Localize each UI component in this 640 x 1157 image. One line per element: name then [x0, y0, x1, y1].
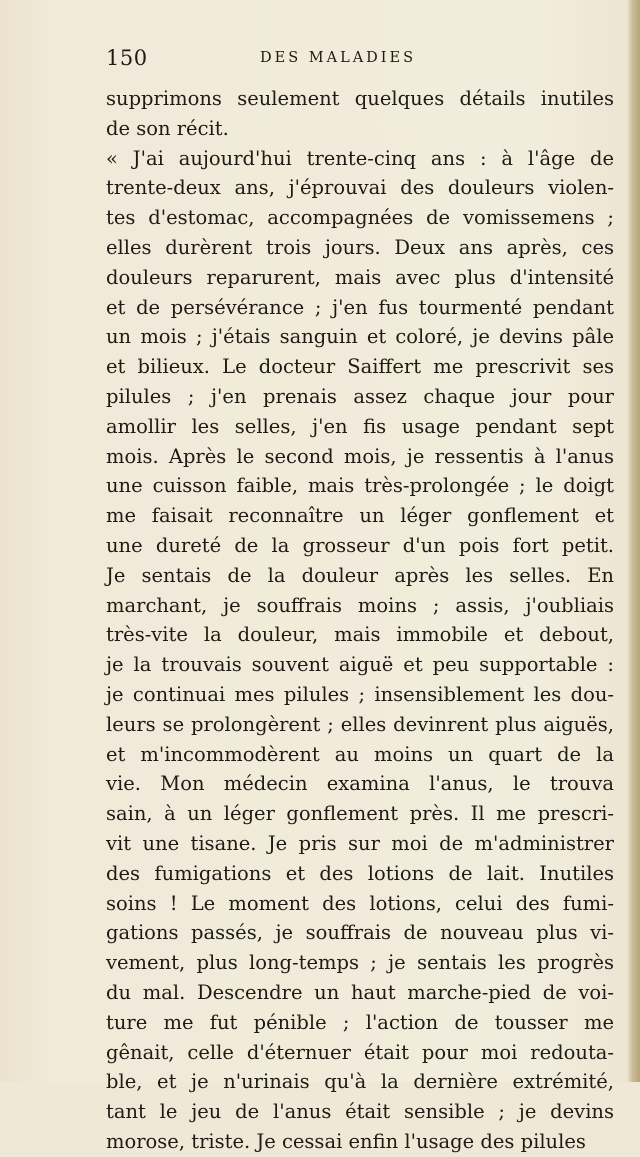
- text-line: une cuisson faible, mais très-prolongée ; le doigt: [106, 474, 614, 498]
- text-line: un mois ; j'étais sanguin et coloré, je devins pâle: [106, 325, 614, 349]
- text-line: soins ! Le moment des lotions, celui des fumi-: [106, 891, 614, 915]
- page-number: 150: [106, 46, 148, 70]
- text-line: vie. Mon médecin examina l'anus, le trouva: [106, 772, 614, 796]
- text-line: tes d'estomac, accompagnées de vomissemens ;: [106, 206, 614, 230]
- text-line: trente-deux ans, j'éprouvai des douleurs violen-: [106, 176, 614, 200]
- text-line: tant le jeu de l'anus était sensible ; je devins: [106, 1100, 614, 1124]
- text-line: mois. Après le second mois, je ressentis à l'anus: [106, 444, 614, 468]
- text-line: ture me fut pénible ; l'action de tousser me: [106, 1010, 614, 1034]
- text-line: gations passés, je souffrais de nouveau plus vi-: [106, 921, 614, 945]
- text-line: douleurs reparurent, mais avec plus d'intensité: [106, 265, 614, 289]
- text-line: je continuai mes pilules ; insensiblement les dou-: [106, 682, 614, 706]
- text-line: très-vite la douleur, mais immobile et debout,: [106, 623, 614, 647]
- text-line: pilules ; j'en prenais assez chaque jour pour: [106, 384, 614, 408]
- body-text: [106, 84, 614, 1157]
- text-line: vement, plus long-temps ; je sentais les progrès: [106, 951, 614, 975]
- text-line: je la trouvais souvent aiguë et peu supportable :: [106, 653, 614, 677]
- text-line: supprimons seulement quelques détails inutiles: [106, 87, 614, 110]
- text-line: et bilieux. Le docteur Saiffert me prescrivit ses: [106, 355, 614, 379]
- text-line: leurs se prolongèrent ; elles devinrent plus aiguës,: [106, 712, 614, 736]
- text-line: de son récit.: [106, 116, 229, 140]
- text-line: me faisait reconnaître un léger gonflement et: [106, 504, 614, 528]
- text-line: vit une tisane. Je pris sur moi de m'administrer: [106, 831, 614, 855]
- text-line: une dureté de la grosseur d'un pois fort petit.: [106, 533, 614, 557]
- page-spine-edge: [628, 0, 640, 1082]
- text-line: « J'ai aujourd'hui trente-cinq ans : à l'âge de: [106, 146, 614, 170]
- text-line: amollir les selles, j'en fis usage pendant sept: [106, 414, 614, 438]
- page-header: [106, 46, 606, 76]
- text-line: morose, triste. Je cessai enfin l'usage des pilules: [106, 1129, 586, 1153]
- text-line: elles durèrent trois jours. Deux ans après, ces: [106, 235, 614, 259]
- text-line: du mal. Descendre un haut marche-pied de voi-: [106, 980, 614, 1004]
- running-head: DES MALADIES: [260, 50, 417, 66]
- text-line: Je sentais de la douleur après les selles. En: [106, 563, 614, 587]
- text-line: ble, et je n'urinais qu'à la dernière extrémité,: [106, 1070, 614, 1094]
- text-line: et m'incommodèrent au moins un quart de la: [106, 742, 614, 766]
- text-line: gênait, celle d'éternuer était pour moi redouta-: [106, 1040, 614, 1064]
- text-line: et de persévérance ; j'en fus tourmenté pendant: [106, 295, 614, 319]
- text-line: sain, à un léger gonflement près. Il me prescri-: [106, 802, 614, 826]
- text-line: marchant, je souffrais moins ; assis, j'oubliais: [106, 593, 614, 617]
- text-line: des fumigations et des lotions de lait. Inutiles: [106, 861, 614, 885]
